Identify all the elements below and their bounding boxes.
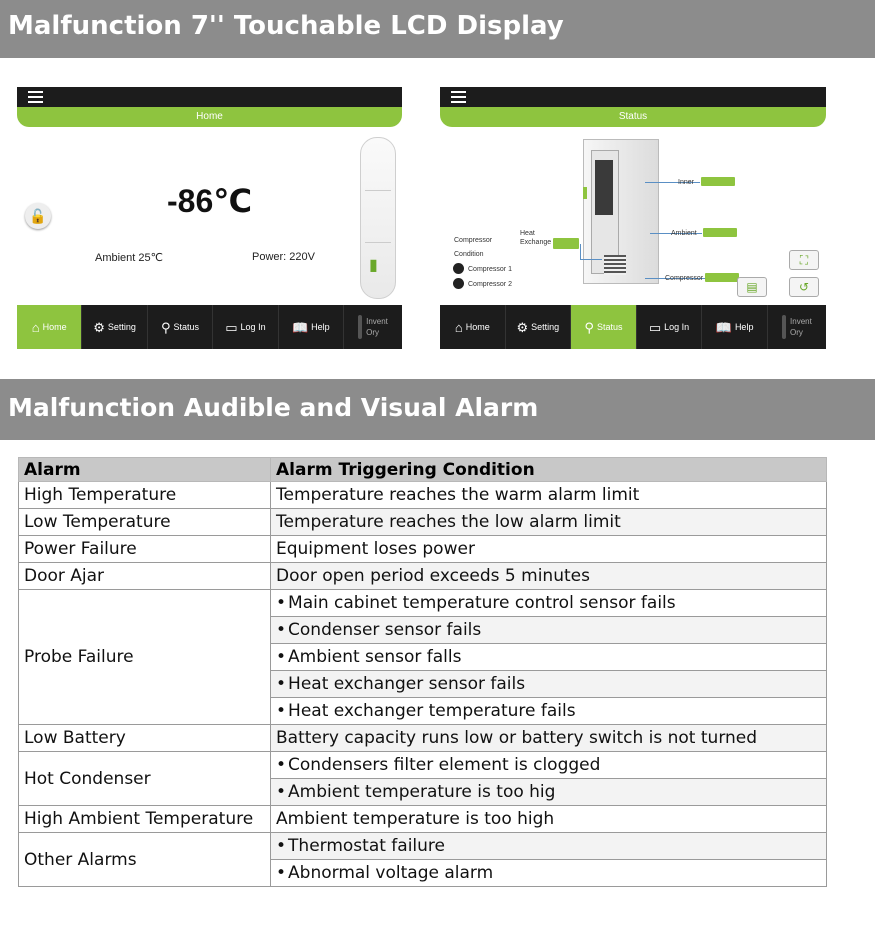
nav-home[interactable] (440, 305, 506, 349)
report-button[interactable]: ▤ (737, 277, 767, 297)
table-row (19, 563, 827, 590)
table-header-row (19, 458, 827, 482)
table-row (19, 509, 827, 536)
book-icon: 📖 (715, 319, 732, 335)
top-bar (440, 87, 826, 107)
search-icon: ⚲ (584, 319, 594, 335)
alarm-name-cell: Low Temperature (19, 509, 271, 536)
top-bar (17, 87, 402, 107)
login-icon: ▭ (648, 319, 662, 335)
power-readout: Power: 220V (252, 251, 315, 263)
signal-bars-icon: ▮ (369, 257, 378, 274)
home-icon: ⌂ (454, 319, 463, 335)
nav-home[interactable] (17, 305, 82, 349)
lock-icon[interactable]: 🔓 (25, 203, 51, 229)
condition-cell: Temperature reaches the warm alarm limit (271, 482, 827, 509)
book-icon: 📖 (291, 319, 309, 335)
nav-inventory[interactable] (768, 305, 826, 349)
vertical-slider[interactable] (360, 137, 396, 299)
table-row (19, 590, 827, 617)
nav-setting[interactable] (506, 305, 572, 349)
condition-cell: • Heat exchanger sensor fails (271, 671, 827, 698)
nav-login-label: Log In (664, 322, 690, 332)
login-icon: ▭ (225, 319, 238, 335)
bottom-nav (440, 305, 826, 349)
condition-cell: • Abnormal voltage alarm (271, 860, 827, 887)
nav-status-label: Status (596, 322, 623, 332)
condition-cell: • Heat exchanger temperature fails (271, 698, 827, 725)
condition-cell: • Ambient sensor falls (271, 644, 827, 671)
condition-cell: Temperature reaches the low alarm limit (271, 509, 827, 536)
alarm-name-cell: High Temperature (19, 482, 271, 509)
display-section-banner: Malfunction 7'' Touchable LCD Display (0, 0, 875, 58)
ambient-value-box (703, 228, 737, 237)
refresh-button[interactable]: ↺ (789, 277, 819, 297)
alarm-name-cell: Door Ajar (19, 563, 271, 590)
nav-setting[interactable] (82, 305, 147, 349)
compressor-2-indicator (453, 278, 464, 289)
temperature-readout: -86℃ (167, 183, 252, 219)
nav-help-label: Help (734, 322, 754, 332)
condition-cell: • Ambient temperature is too hig (271, 779, 827, 806)
home-screen (17, 87, 402, 349)
nav-inventory-label: Invent Ory (790, 317, 812, 337)
table-row (19, 725, 827, 752)
home-icon: ⌂ (31, 319, 40, 335)
alarm-name-cell: Low Battery (19, 725, 271, 752)
header-condition: Alarm Triggering Condition (271, 458, 827, 482)
freezer-illustration (583, 139, 659, 284)
screen-title: Home (17, 107, 402, 127)
nav-login-label: Log In (240, 322, 266, 332)
table-row (19, 833, 827, 860)
alarm-table (18, 457, 827, 887)
alarm-section-banner: Malfunction Audible and Visual Alarm (0, 379, 875, 440)
condition-cell: Equipment loses power (271, 536, 827, 563)
ambient-label: Ambient (671, 230, 697, 237)
table-row (19, 806, 827, 833)
nav-setting-label: Setting (107, 322, 136, 332)
compressor-2-label: Compressor 2 (468, 281, 512, 288)
nav-inventory-label: Invent Ory (366, 317, 388, 337)
screen-title: Status (440, 107, 826, 127)
alarm-name-cell: Hot Condenser (19, 752, 271, 806)
nav-inventory[interactable] (344, 305, 402, 349)
bottom-nav (17, 305, 402, 349)
nav-help[interactable] (279, 305, 344, 349)
nav-status[interactable] (148, 305, 213, 349)
condition-cell: Door open period exceeds 5 minutes (271, 563, 827, 590)
nav-help-label: Help (311, 322, 330, 332)
alarm-name-cell: Probe Failure (19, 590, 271, 725)
compressor-label: Compressor (665, 275, 704, 282)
nav-status[interactable] (571, 305, 637, 349)
gear-icon: ⚙ (93, 319, 105, 335)
nav-login[interactable] (637, 305, 703, 349)
compressor-condition-label: Compressor Condition (454, 237, 493, 258)
table-row (19, 482, 827, 509)
inner-label: Inner (678, 179, 694, 186)
nav-home-label: Home (42, 322, 67, 332)
ambient-readout: Ambient 25℃ (95, 252, 163, 264)
compressor-1-indicator (453, 263, 464, 274)
condition-cell: • Condenser sensor fails (271, 617, 827, 644)
nav-setting-label: Setting (531, 322, 560, 332)
alarm-name-cell: High Ambient Temperature (19, 806, 271, 833)
compressor-1-label: Compressor 1 (468, 266, 512, 273)
nav-status-label: Status (173, 322, 200, 332)
table-row (19, 752, 827, 779)
menu-icon[interactable] (451, 91, 466, 103)
menu-icon[interactable] (28, 91, 43, 103)
search-icon: ⚲ (160, 319, 171, 335)
gear-icon: ⚙ (516, 319, 529, 335)
alarm-name-cell: Other Alarms (19, 833, 271, 887)
condition-cell: • Thermostat failure (271, 833, 827, 860)
nav-login[interactable] (213, 305, 278, 349)
table-row (19, 536, 827, 563)
nav-help[interactable] (702, 305, 768, 349)
compressor-value-box (705, 273, 739, 282)
header-alarm: Alarm (19, 458, 271, 482)
condition-cell: Ambient temperature is too high (271, 806, 827, 833)
nav-home-label: Home (465, 322, 490, 332)
status-screen (440, 87, 826, 349)
condition-cell: Battery capacity runs low or battery switch is not turned (271, 725, 827, 752)
alarm-name-cell: Power Failure (19, 536, 271, 563)
inner-value-box (701, 177, 735, 186)
heat-exchange-value-box (553, 238, 579, 249)
condition-cell: • Main cabinet temperature control sensor fails (271, 590, 827, 617)
condition-cell: • Condensers filter element is clogged (271, 752, 827, 779)
heat-exchange-label: Heat Exchange (520, 230, 552, 246)
fullscreen-button[interactable]: ⛶ (789, 250, 819, 270)
